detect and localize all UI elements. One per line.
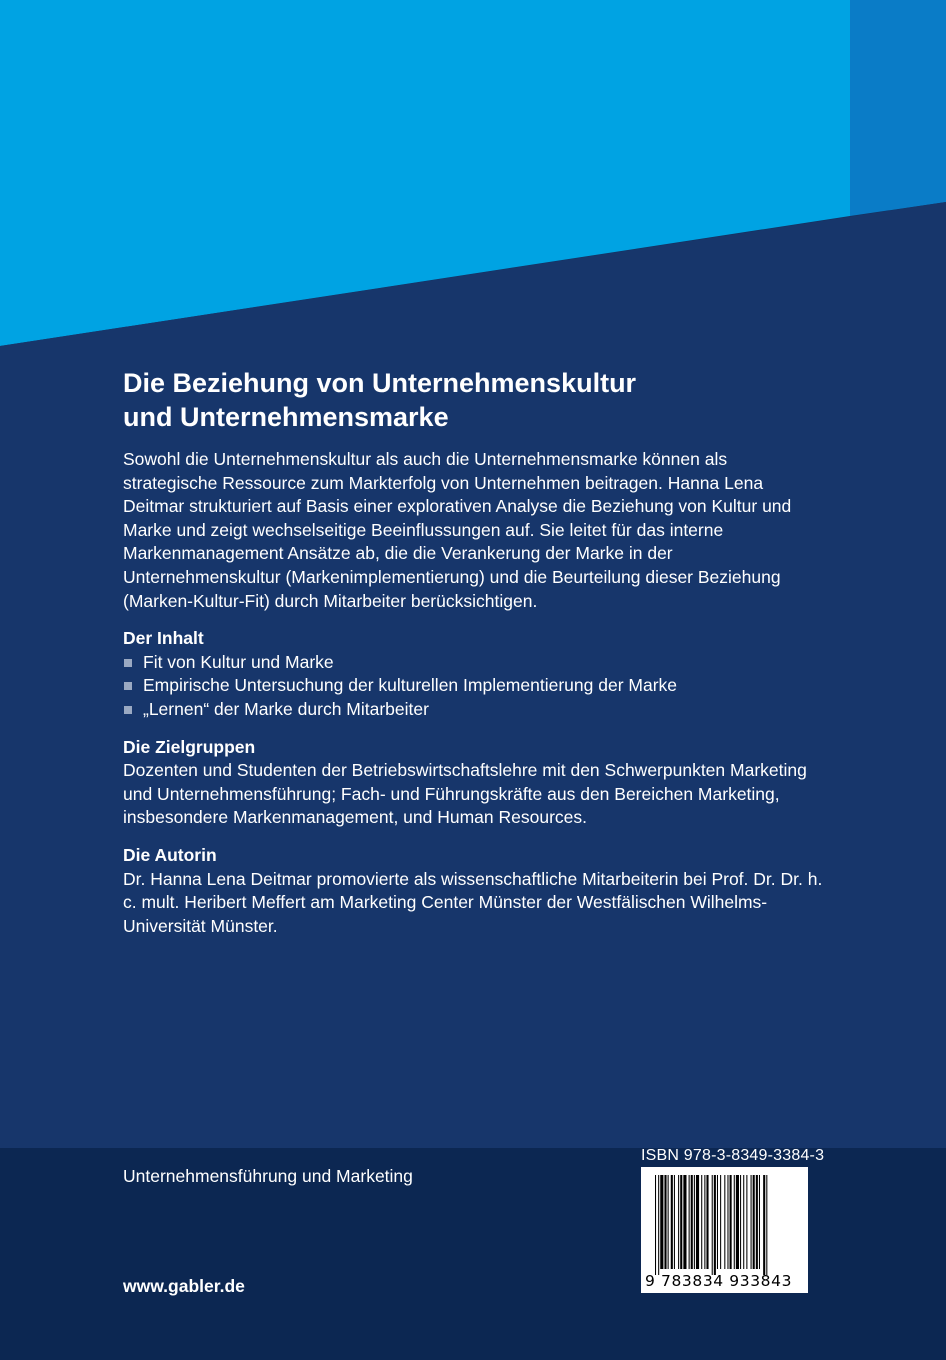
barcode-bar bbox=[746, 1175, 747, 1269]
zielgruppen-section bbox=[123, 736, 823, 830]
barcode-bar bbox=[730, 1175, 732, 1269]
barcode-bar bbox=[655, 1175, 656, 1275]
autorin-section bbox=[123, 844, 823, 938]
bullet-square-icon bbox=[124, 682, 132, 690]
intro-paragraph: Sowohl die Unternehmenskultur als auch die Unternehmensmarke können als strategische Ressource zum Markterfolg von Unternehmen beitragen. Hanna Lena Deitmar strukturiert auf Basis einer explorativen Analyse die Beziehung von Kultur und Marke und zeigt wechselseitige Beeinflussungen auf. Sie leitet für das interne Markenmanagement Ansätze ab, die die Verankerung der Marke in der Unternehmenskultur (Markenimplementierung) und die Beurteilung dieser Beziehung (Marken-Kultur-Fit) durch Mitarbeiter berücksichtigen. bbox=[123, 449, 792, 611]
inhalt-section bbox=[123, 627, 823, 721]
barcode-bar bbox=[753, 1175, 755, 1269]
list-item-text: „Lernen“ der Marke durch Mitarbeiter bbox=[143, 698, 429, 719]
barcode-bar bbox=[724, 1175, 725, 1269]
barcode-bar bbox=[759, 1175, 760, 1269]
barcode-bar bbox=[664, 1175, 666, 1269]
barcode-bar bbox=[671, 1175, 673, 1269]
barcode-bar bbox=[694, 1175, 695, 1269]
barcode-bar bbox=[740, 1175, 741, 1269]
barcode-bar bbox=[680, 1175, 682, 1269]
zielgruppen-heading: Die Zielgruppen bbox=[123, 736, 256, 757]
barcode-bar bbox=[766, 1175, 767, 1275]
barcode-bar bbox=[678, 1175, 679, 1269]
zielgruppen-text: Dozenten und Studenten der Betriebswirtschaftslehre mit den Schwerpunkten Marketing und Unternehmensführung; Fach- und Führungskräfte aus den Bereichen Marketing, insbesondere Markenmanagement, und Human Resources. bbox=[123, 760, 807, 828]
barcode-bar bbox=[736, 1175, 739, 1269]
barcode-bar bbox=[714, 1175, 716, 1275]
barcode-bar bbox=[658, 1175, 659, 1275]
list-item bbox=[123, 674, 823, 698]
barcode-bar bbox=[701, 1175, 702, 1269]
title-line-2: und Unternehmensmarke bbox=[123, 402, 449, 432]
barcode-bar bbox=[704, 1175, 705, 1269]
barcode-bar bbox=[706, 1175, 708, 1269]
barcode-bar bbox=[734, 1175, 735, 1269]
barcode-bar bbox=[743, 1175, 744, 1269]
publisher-url: www.gabler.de bbox=[123, 1276, 245, 1296]
barcode-bar bbox=[712, 1175, 713, 1275]
barcode-bar bbox=[727, 1175, 728, 1269]
barcode-bar bbox=[674, 1175, 675, 1269]
barcode-bar bbox=[763, 1175, 765, 1275]
list-item bbox=[123, 651, 823, 675]
autorin-text: Dr. Hanna Lena Deitmar promovierte als wissenschaftliche Mitarbeiterin bei Prof. Dr. Dr. h. c. mult. Heribert Meffert am Marketing Center Münster der Westfälischen Wilhelms-Universität Münster. bbox=[123, 868, 823, 936]
bullet-square-icon bbox=[124, 706, 132, 714]
barcode-bar bbox=[717, 1175, 718, 1269]
barcode-bar bbox=[756, 1175, 758, 1269]
inhalt-list bbox=[123, 651, 823, 722]
inhalt-heading: Der Inhalt bbox=[123, 628, 204, 649]
barcode-bar bbox=[683, 1175, 686, 1269]
barcode-bar bbox=[689, 1175, 690, 1269]
barcode-bar bbox=[660, 1175, 663, 1269]
back-cover-text bbox=[123, 448, 823, 938]
book-title bbox=[123, 366, 823, 434]
list-item bbox=[123, 698, 823, 722]
autorin-heading: Die Autorin bbox=[123, 844, 217, 865]
barcode-bar bbox=[751, 1175, 752, 1269]
barcode-bar bbox=[720, 1175, 721, 1269]
bullet-square-icon bbox=[124, 659, 132, 667]
barcode-bar bbox=[668, 1175, 669, 1269]
barcode bbox=[641, 1167, 808, 1293]
title-line-1: Die Beziehung von Unternehmenskultur bbox=[123, 368, 637, 398]
barcode-digits: 9 783834 933843 bbox=[645, 1272, 793, 1290]
list-item-text: Fit von Kultur und Marke bbox=[143, 651, 334, 672]
isbn-label: ISBN 978-3-8349-3384-3 bbox=[641, 1147, 825, 1164]
list-item-text: Empirische Untersuchung der kulturellen Implementierung der Marke bbox=[143, 675, 677, 696]
barcode-bar bbox=[691, 1175, 693, 1269]
series-name: Unternehmensführung und Marketing bbox=[123, 1166, 413, 1186]
barcode-bar bbox=[696, 1175, 699, 1269]
